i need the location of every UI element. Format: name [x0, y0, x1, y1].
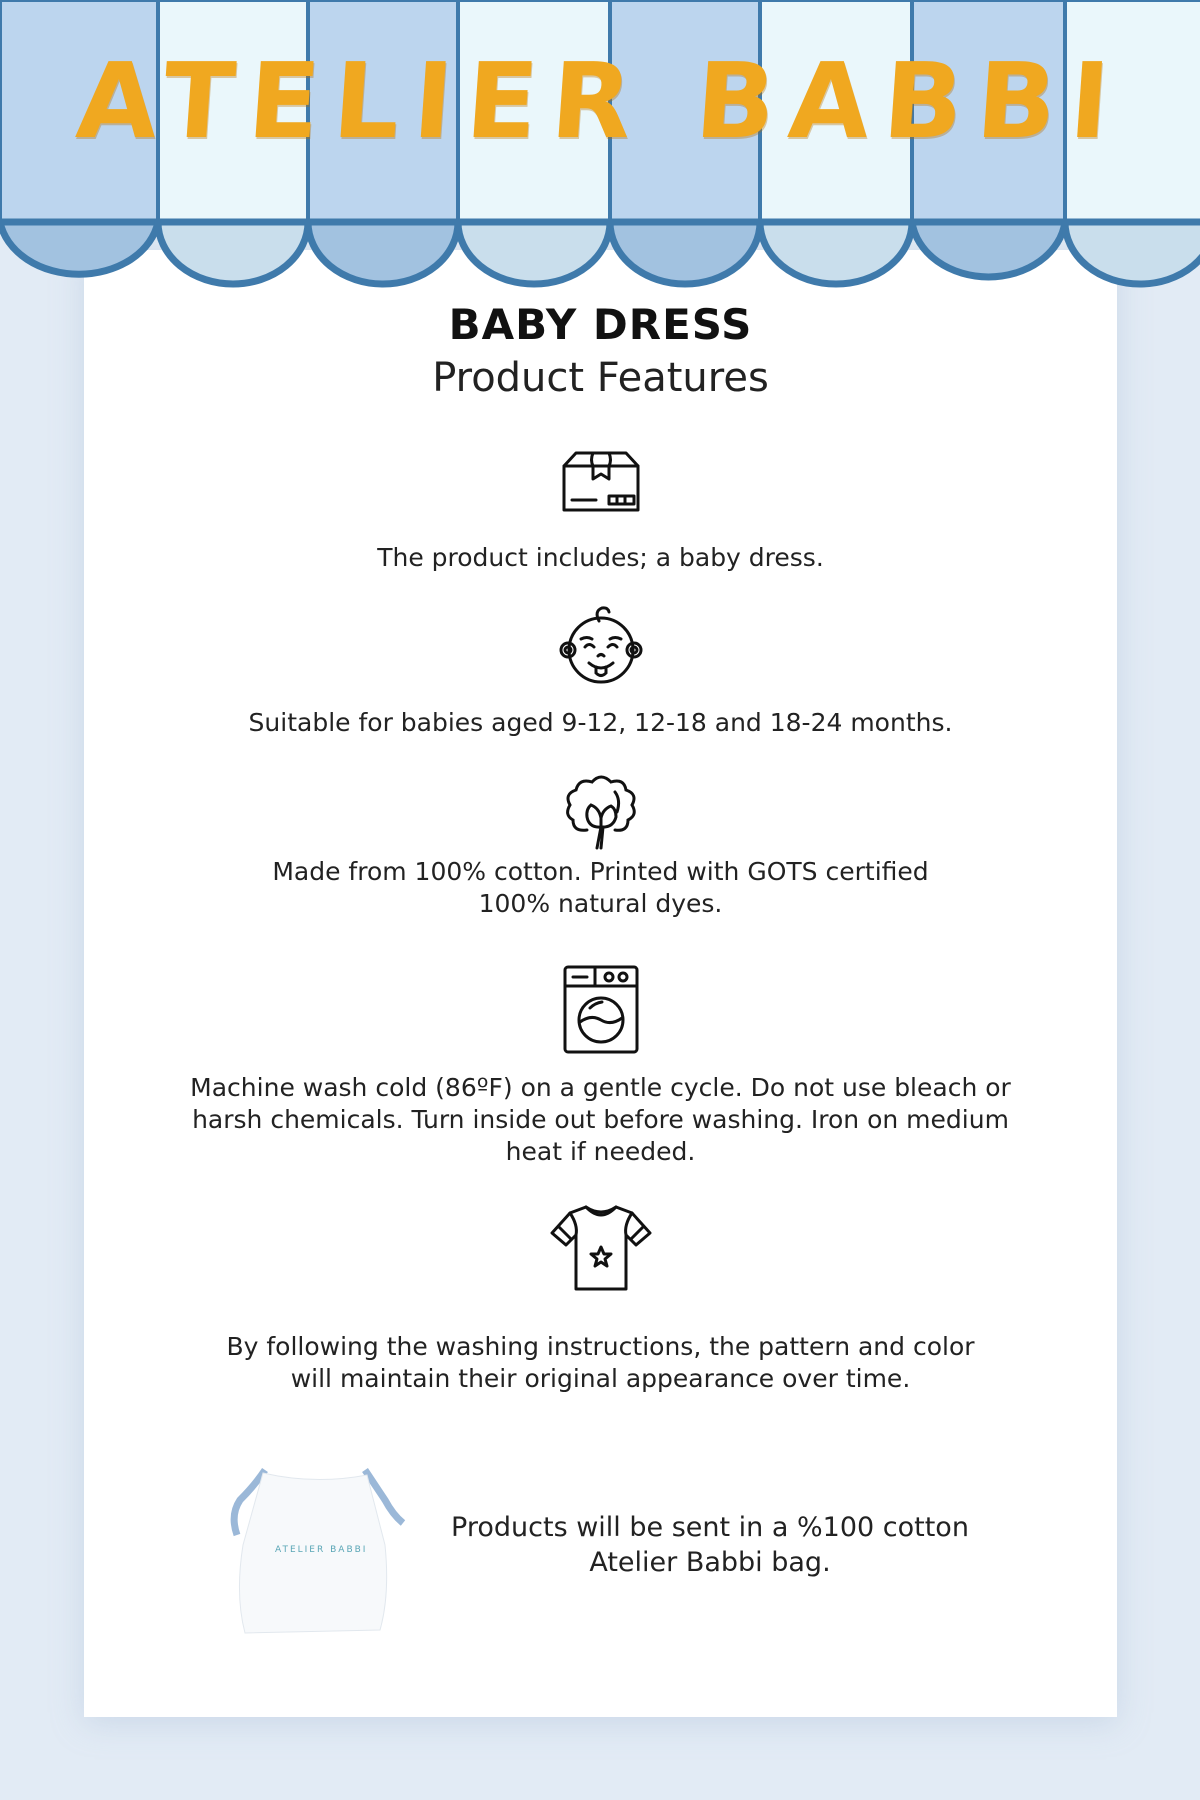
feature-contents	[84, 448, 1117, 574]
tshirt-star-icon	[546, 1203, 656, 1293]
packaging-text: Products will be sent in a %100 cotton Atelier Babbi bag.	[451, 1512, 969, 1578]
cotton-plant-icon	[561, 770, 641, 850]
feature-durability	[84, 1203, 1117, 1395]
brand-logo: ATELIER BABBI	[72, 40, 1128, 162]
washing-machine-icon	[561, 964, 641, 1054]
feature-text: By following the washing instructions, the pattern and color will maintain their original appearance over time.	[226, 1332, 975, 1393]
feature-text: The product includes; a baby dress.	[377, 543, 824, 572]
feature-age	[84, 603, 1117, 739]
page-subtitle: Product Features	[432, 355, 769, 401]
product-title: BABY DRESS	[448, 300, 753, 349]
box-icon	[556, 448, 646, 518]
feature-text: Made from 100% cotton. Printed with GOTS certified 100% natural dyes.	[272, 857, 929, 918]
feature-material	[84, 770, 1117, 920]
feature-text: Suitable for babies aged 9-12, 12-18 and 18-24 months.	[248, 708, 953, 737]
feature-text: Machine wash cold (86ºF) on a gentle cycle. Do not use bleach or harsh chemicals. Turn inside out before washing. Iron on medium heat if needed.	[190, 1073, 1011, 1166]
feature-care	[84, 964, 1117, 1168]
baby-face-icon	[556, 603, 646, 687]
bag-label: ATELIER BABBI	[275, 1545, 368, 1555]
cotton-bag-image	[225, 1455, 415, 1640]
